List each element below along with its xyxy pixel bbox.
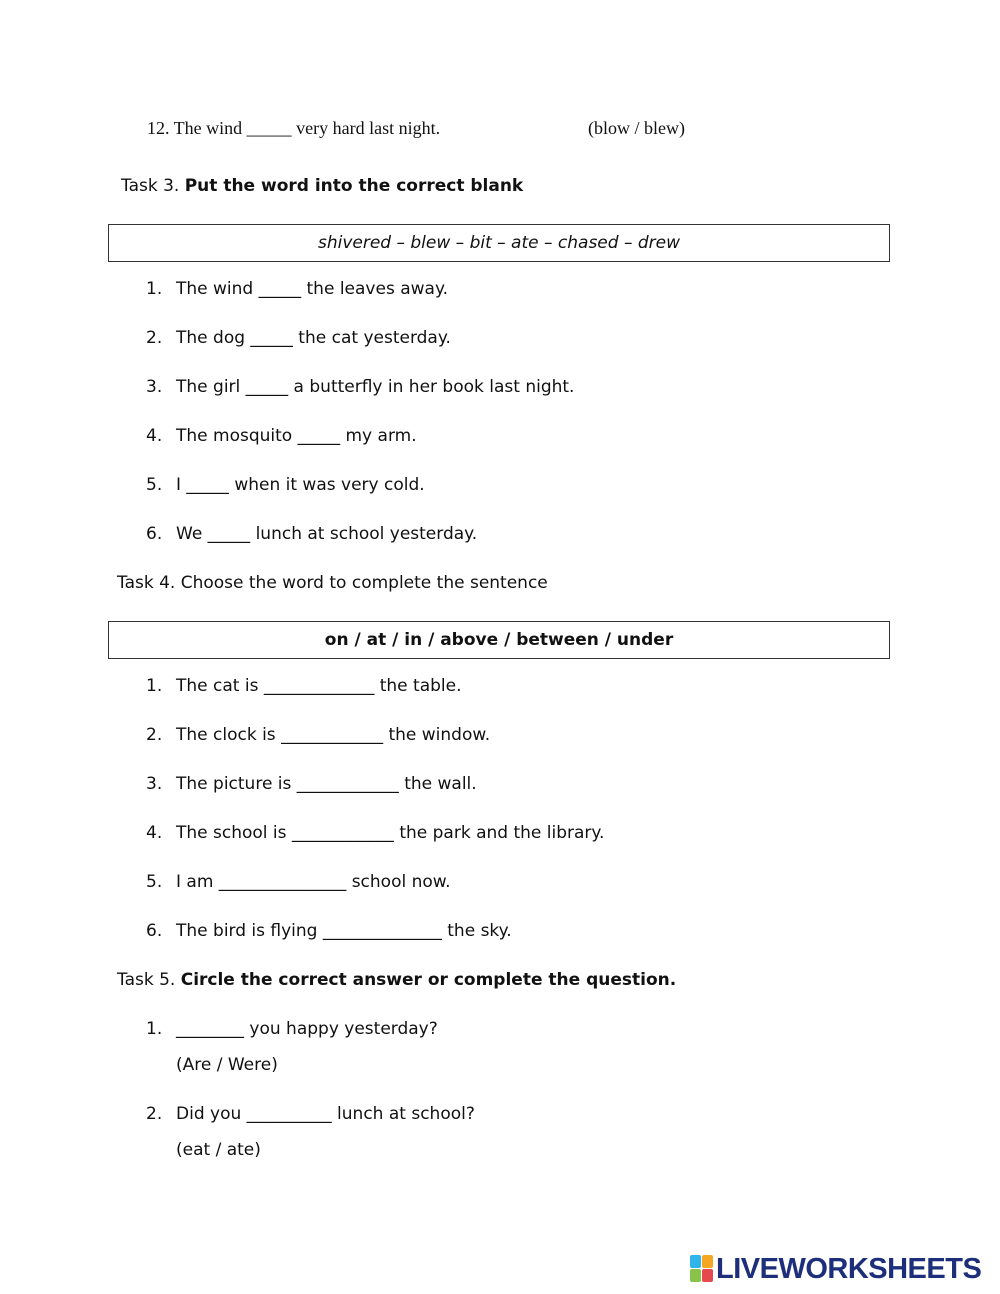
task4-item-5 <box>146 872 451 892</box>
item-number: 5. <box>146 872 163 892</box>
task5-heading <box>117 970 676 990</box>
task4-item-1 <box>146 676 462 696</box>
task4-word-bank: on / at / in / above / between / under <box>108 621 890 659</box>
liveworksheets-logo[interactable] <box>690 1253 981 1285</box>
task3-title: Put the word into the correct blank <box>184 176 524 196</box>
task5-item-1 <box>146 1019 438 1039</box>
item-text: The clock is ____________ the window. <box>176 725 491 745</box>
item-number: 6. <box>146 921 163 941</box>
item-text: The school is ____________ the park and the library. <box>176 823 605 843</box>
task5-item-2 <box>146 1104 475 1124</box>
item-number: 1. <box>146 1019 163 1039</box>
item-number: 6. <box>146 524 163 544</box>
item-number: 5. <box>146 475 163 495</box>
task3-heading <box>121 176 523 196</box>
item-number: 2. <box>146 725 163 745</box>
item-text: The girl _____ a butterfly in her book last night. <box>176 377 575 397</box>
item-text: Did you __________ lunch at school? <box>176 1104 475 1124</box>
task5-title: Circle the correct answer or complete the question. <box>180 970 677 990</box>
task3-item-5 <box>146 475 425 495</box>
item-text: I am _______________ school now. <box>176 872 451 892</box>
task3-item-1 <box>146 279 448 299</box>
item-text: The picture is ____________ the wall. <box>176 774 477 794</box>
item-number: 1. <box>146 279 163 299</box>
item-number: 1. <box>146 676 163 696</box>
task3-item-3 <box>146 377 574 397</box>
task5-label: Task 5. <box>117 970 181 990</box>
task5-item-1-options: (Are / Were) <box>176 1055 278 1075</box>
question-12-options: (blow / blew) <box>588 118 685 138</box>
item-text: The wind _____ the leaves away. <box>176 279 448 299</box>
task3-label: Task 3. <box>121 176 185 196</box>
task3-item-4 <box>146 426 417 446</box>
task4-item-6 <box>146 921 512 941</box>
question-12-text: 12. The wind _____ very hard last night. <box>147 118 441 138</box>
task3-item-2 <box>146 328 451 348</box>
item-text: I _____ when it was very cold. <box>176 475 425 495</box>
liveworksheets-logo-icon <box>690 1255 714 1283</box>
item-text: We _____ lunch at school yesterday. <box>176 524 478 544</box>
item-text: The dog _____ the cat yesterday. <box>176 328 451 348</box>
item-text: The cat is _____________ the table. <box>176 676 462 696</box>
item-text: ________ you happy yesterday? <box>176 1019 438 1039</box>
item-number: 3. <box>146 774 163 794</box>
task3-word-bank: shivered – blew – bit – ate – chased – drew <box>108 224 890 262</box>
task3-item-6 <box>146 524 477 544</box>
task4-item-3 <box>146 774 477 794</box>
item-number: 4. <box>146 823 163 843</box>
item-text: The mosquito _____ my arm. <box>176 426 417 446</box>
item-number: 4. <box>146 426 163 446</box>
liveworksheets-wordmark: LIVEWORKSHEETS <box>716 1252 982 1285</box>
item-number: 2. <box>146 1104 163 1124</box>
task4-item-4 <box>146 823 604 843</box>
task5-item-2-options: (eat / ate) <box>176 1140 261 1160</box>
item-text: The bird is flying ______________ the sky. <box>176 921 512 941</box>
item-number: 2. <box>146 328 163 348</box>
task4-heading: Task 4. Choose the word to complete the sentence <box>117 573 548 593</box>
task4-item-2 <box>146 725 490 745</box>
item-number: 3. <box>146 377 163 397</box>
